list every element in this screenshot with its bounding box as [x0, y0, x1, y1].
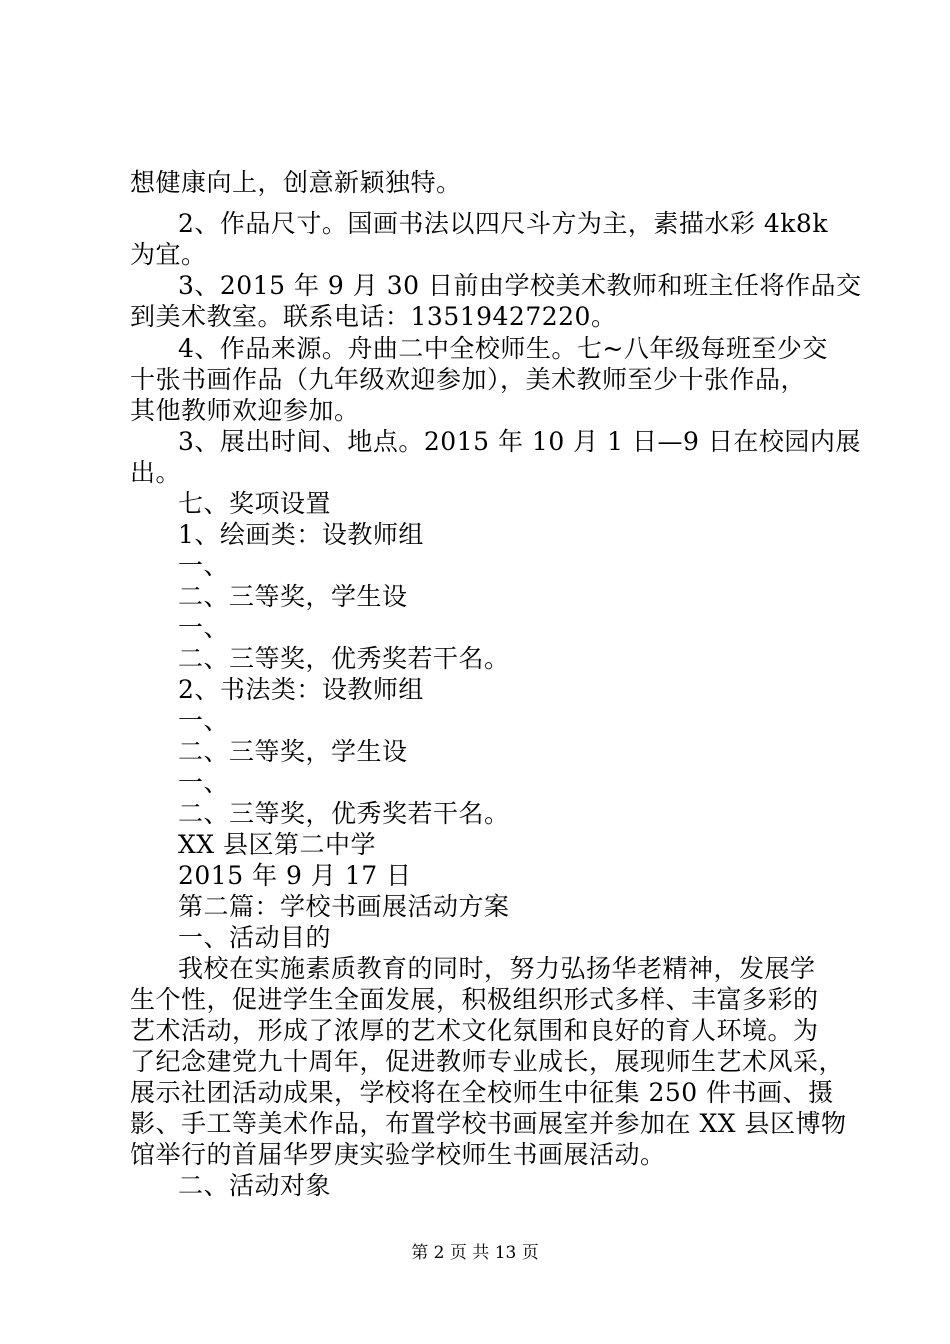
- section-heading: 七、奖项设置: [178, 489, 332, 518]
- text-line: 3、展出时间、地点。2015 年 10 月 1 日—9 日在校园内展: [178, 427, 861, 456]
- chapter-title: 第二篇：学校书画展活动方案: [178, 892, 510, 921]
- page-number-footer: 第 2 页 共 13 页: [411, 1243, 539, 1263]
- text-line: 馆举行的首届华罗庚实验学校师生书画展活动。: [130, 1140, 666, 1169]
- text-line: 二、三等奖，学生设: [178, 582, 408, 611]
- text-line: 我校在实施素质教育的同时，努力弘扬华老精神，发展学: [178, 954, 816, 983]
- section-heading: 二、活动对象: [178, 1171, 332, 1200]
- text-line: 一、: [178, 613, 230, 642]
- text-line: 其他教师欢迎参加。: [130, 396, 360, 425]
- text-line: 了纪念建党九十周年，促进教师专业成长，展现师生艺术风采，: [130, 1047, 845, 1076]
- text-line: 4、作品来源。舟曲二中全校师生。七~八年级每班至少交: [178, 334, 828, 363]
- text-line: 展示社团活动成果，学校将在全校师生中征集 250 件书画、摄: [130, 1078, 834, 1107]
- signature-date: 2015 年 9 月 17 日: [178, 861, 412, 890]
- text-line: 到美术教室。联系电话：13519427220。: [130, 302, 617, 331]
- text-line: 3、2015 年 9 月 30 日前由学校美术教师和班主任将作品交: [178, 271, 862, 300]
- text-line: 1、绘画类：设教师组: [178, 520, 424, 549]
- text-line: 影、手工等美术作品，布置学校书画展室并参加在 XX 县区博物: [130, 1109, 847, 1138]
- text-line: 生个性，促进学生全面发展，积极组织形式多样、丰富多彩的: [130, 985, 819, 1014]
- text-line: 出。: [130, 458, 182, 487]
- text-line: 二、三等奖，优秀奖若干名。: [178, 644, 510, 673]
- section-heading: 一、活动目的: [178, 923, 332, 952]
- text-line: 为宜。: [130, 240, 207, 269]
- text-line: 艺术活动，形成了浓厚的艺术文化氛围和良好的育人环境。为: [130, 1016, 819, 1045]
- text-line: 一、: [178, 768, 230, 797]
- signature-organization: XX 县区第二中学: [178, 830, 377, 859]
- text-line: 二、三等奖，学生设: [178, 737, 408, 766]
- text-line: 二、三等奖，优秀奖若干名。: [178, 799, 510, 828]
- text-line: 想健康向上，创意新颖独特。: [130, 168, 462, 197]
- text-line: 一、: [178, 551, 230, 580]
- text-line: 2、书法类：设教师组: [178, 675, 424, 704]
- text-line: 十张书画作品（九年级欢迎参加），美术教师至少十张作品，: [130, 365, 807, 394]
- text-line: 一、: [178, 706, 230, 735]
- text-line: 2、作品尺寸。国画书法以四尺斗方为主，素描水彩 4k8k: [178, 209, 828, 238]
